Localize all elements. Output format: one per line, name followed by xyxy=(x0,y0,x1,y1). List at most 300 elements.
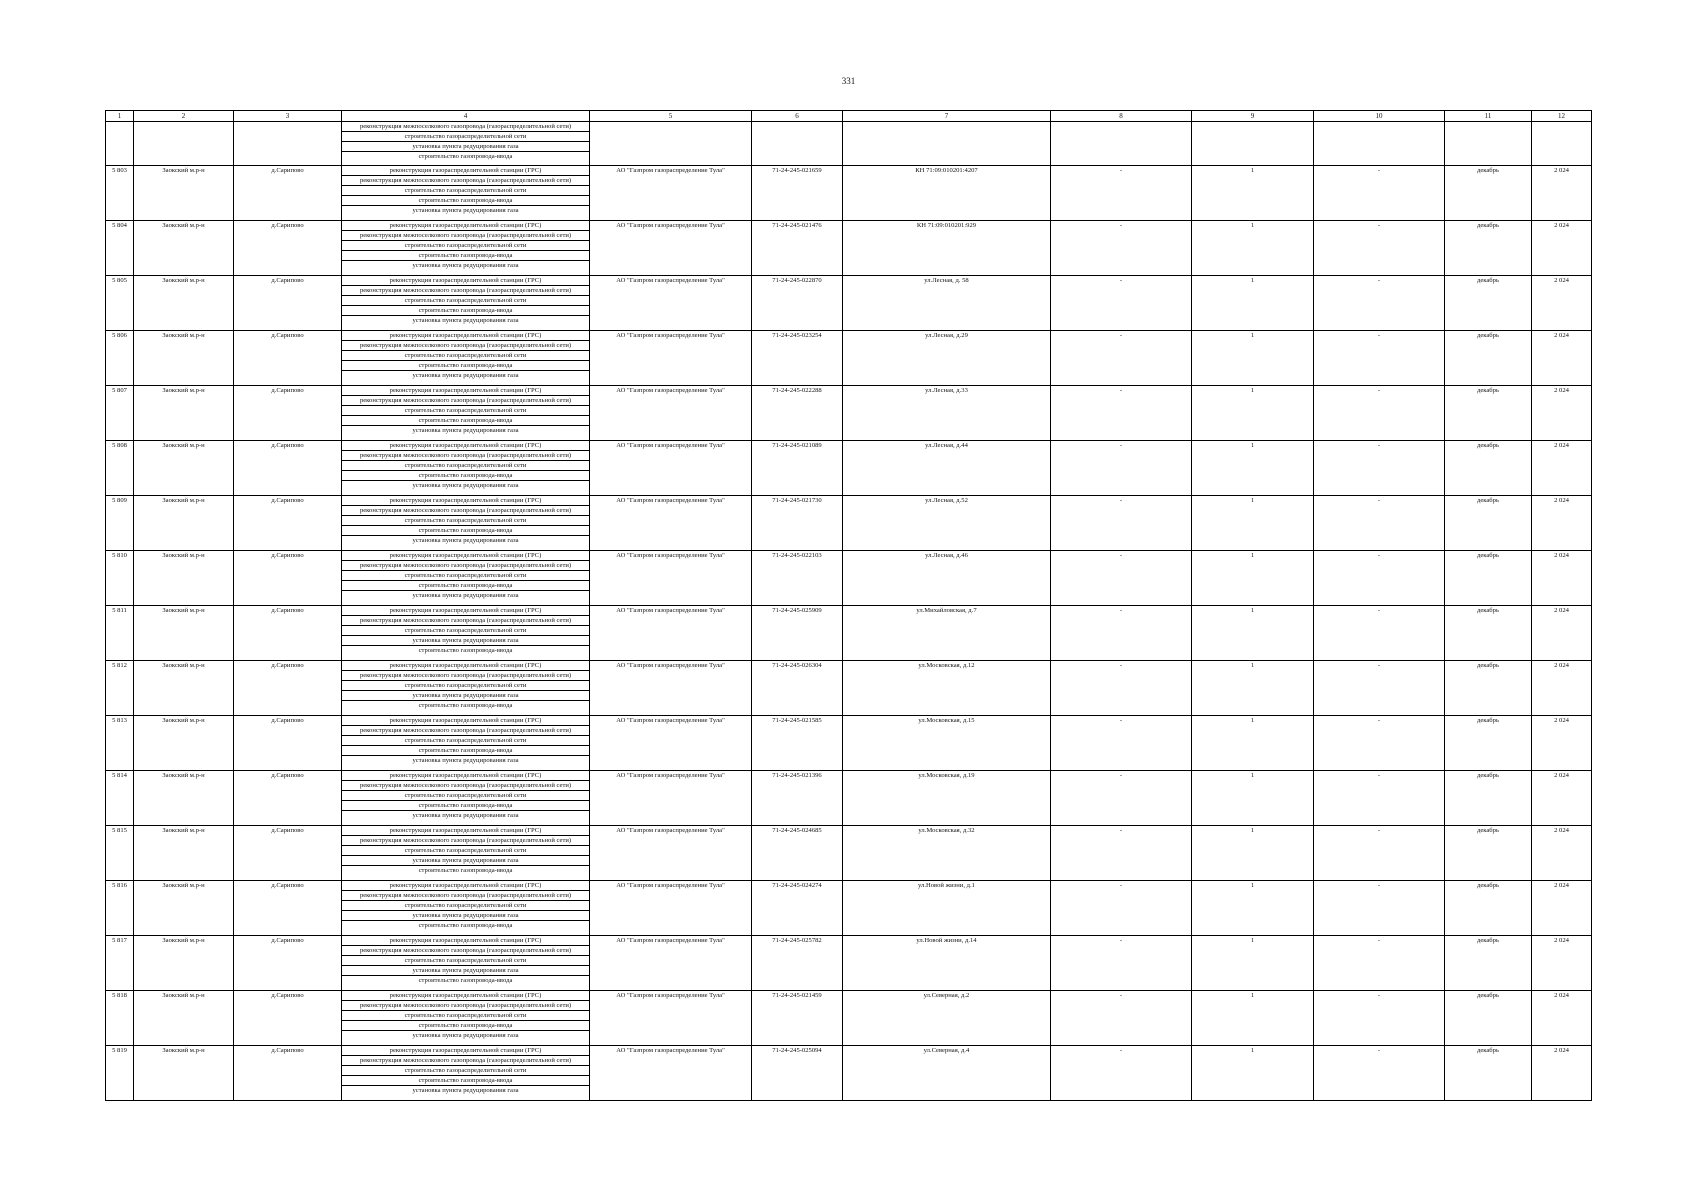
work-item: строительство газораспределительной сети xyxy=(342,241,589,251)
cell-works xyxy=(342,1046,590,1101)
cell-organization: АО "Газпром газораспределение Тула" xyxy=(590,606,752,661)
cell-col10: - xyxy=(1314,331,1445,386)
table-row xyxy=(106,1046,1592,1101)
cell-settlement: д.Сарипово xyxy=(234,276,342,331)
cell-month: декабрь xyxy=(1445,991,1532,1046)
cell-district: Заокский м.р-н xyxy=(134,716,234,771)
cell-col10: - xyxy=(1314,661,1445,716)
work-item: строительство газораспределительной сети xyxy=(342,461,589,471)
work-item: установка пункта редуцирования газа xyxy=(342,142,589,152)
work-item: установка пункта редуцирования газа xyxy=(412,262,519,269)
cell-settlement: д.Сарипово xyxy=(234,991,342,1046)
work-item: реконструкция газораспределительной станции (ГРС) xyxy=(342,551,589,561)
work-item: строительство газопровода-ввода xyxy=(342,416,589,426)
cell-col10: - xyxy=(1314,441,1445,496)
cell-col8: - xyxy=(1051,826,1192,881)
table-row xyxy=(106,166,1592,221)
cell-year: 2 024 xyxy=(1532,221,1592,276)
cell-col9: 1 xyxy=(1192,221,1314,276)
cell-address: ул.Новой жизни, д.14 xyxy=(843,936,1051,991)
cell-address: ул.Лесная, д.46 xyxy=(843,551,1051,606)
cell-settlement: д.Сарипово xyxy=(234,1046,342,1101)
cell-col10: - xyxy=(1314,826,1445,881)
cell-works xyxy=(342,166,590,221)
cell-col9: 1 xyxy=(1192,1046,1314,1101)
cell-empty xyxy=(1192,122,1314,166)
cell-month: декабрь xyxy=(1445,551,1532,606)
cell-settlement: д.Сарипово xyxy=(234,496,342,551)
page-number: 331 xyxy=(841,76,856,86)
work-item: установка пункта редуцирования газа xyxy=(412,1087,519,1094)
cell-num: 5 816 xyxy=(106,881,134,936)
work-item: реконструкция газораспределительной станции (ГРС) xyxy=(342,331,589,341)
cell-col10: - xyxy=(1314,276,1445,331)
cell-settlement: д.Сарипово xyxy=(234,221,342,276)
cell-works xyxy=(342,716,590,771)
work-item: реконструкция межпоселкового газопровода (газораспределительной сети) xyxy=(342,891,589,901)
cell-district: Заокский м.р-н xyxy=(134,386,234,441)
cell-works xyxy=(342,826,590,881)
cell-organization: АО "Газпром газораспределение Тула" xyxy=(590,826,752,881)
work-item: реконструкция межпоселкового газопровода (газораспределительной сети) xyxy=(342,231,589,241)
cell-empty xyxy=(843,122,1051,166)
work-item: реконструкция межпоселкового газопровода (газораспределительной сети) xyxy=(342,836,589,846)
cell-col8: - xyxy=(1051,771,1192,826)
cell-month: декабрь xyxy=(1445,881,1532,936)
cell-works xyxy=(342,441,590,496)
cell-code: 71-24-245-021476 xyxy=(752,221,843,276)
work-item: установка пункта редуцирования газа xyxy=(342,966,589,976)
work-item: строительство газопровода-ввода xyxy=(342,526,589,536)
work-item: строительство газораспределительной сети xyxy=(342,956,589,966)
cell-works xyxy=(342,122,590,166)
cell-code: 71-24-245-022870 xyxy=(752,276,843,331)
cell-code: 71-24-245-021730 xyxy=(752,496,843,551)
cell-settlement: д.Сарипово xyxy=(234,606,342,661)
header-cell: 10 xyxy=(1314,111,1445,122)
work-item: установка пункта редуцирования газа xyxy=(412,207,519,214)
cell-district: Заокский м.р-н xyxy=(134,661,234,716)
table-row xyxy=(106,496,1592,551)
cell-col9: 1 xyxy=(1192,276,1314,331)
cell-col8: - xyxy=(1051,661,1192,716)
cell-organization: АО "Газпром газораспределение Тула" xyxy=(590,386,752,441)
table-row xyxy=(106,441,1592,496)
cell-district: Заокский м.р-н xyxy=(134,276,234,331)
cell-col10: - xyxy=(1314,881,1445,936)
cell-num: 5 819 xyxy=(106,1046,134,1101)
work-item: установка пункта редуцирования газа xyxy=(342,856,589,866)
cell-year: 2 024 xyxy=(1532,441,1592,496)
header-row xyxy=(106,111,1592,122)
cell-col10: - xyxy=(1314,221,1445,276)
cell-address: ул.Михайловская, д.7 xyxy=(843,606,1051,661)
work-item: реконструкция межпоселкового газопровода (газораспределительной сети) xyxy=(342,341,589,351)
cell-organization: АО "Газпром газораспределение Тула" xyxy=(590,551,752,606)
cell-year: 2 024 xyxy=(1532,551,1592,606)
cell-works xyxy=(342,606,590,661)
cell-col10: - xyxy=(1314,386,1445,441)
header-cell: 9 xyxy=(1192,111,1314,122)
cell-col8: - xyxy=(1051,496,1192,551)
cell-district: Заокский м.р-н xyxy=(134,1046,234,1101)
work-item: реконструкция межпоселкового газопровода (газораспределительной сети) xyxy=(342,176,589,186)
cell-works xyxy=(342,551,590,606)
cell-empty xyxy=(1532,122,1592,166)
work-item: реконструкция газораспределительной станции (ГРС) xyxy=(342,276,589,286)
cell-empty xyxy=(1445,122,1532,166)
header-cell: 11 xyxy=(1445,111,1532,122)
table-row-continuation xyxy=(106,122,1592,166)
cell-code: 71-24-245-021585 xyxy=(752,716,843,771)
cell-col10: - xyxy=(1314,166,1445,221)
work-item: установка пункта редуцирования газа xyxy=(412,317,519,324)
cell-year: 2 024 xyxy=(1532,661,1592,716)
cell-month: декабрь xyxy=(1445,331,1532,386)
cell-organization: АО "Газпром газораспределение Тула" xyxy=(590,771,752,826)
cell-address: ул.Московская, д.12 xyxy=(843,661,1051,716)
work-item: реконструкция газораспределительной станции (ГРС) xyxy=(342,386,589,396)
cell-col8: - xyxy=(1051,1046,1192,1101)
cell-organization: АО "Газпром газораспределение Тула" xyxy=(590,221,752,276)
work-item: реконструкция газораспределительной станции (ГРС) xyxy=(342,1046,589,1056)
cell-works xyxy=(342,771,590,826)
cell-col8: - xyxy=(1051,441,1192,496)
work-item: установка пункта редуцирования газа xyxy=(412,592,519,599)
cell-year: 2 024 xyxy=(1532,1046,1592,1101)
cell-works xyxy=(342,221,590,276)
table-row xyxy=(106,386,1592,441)
cell-settlement: д.Сарипово xyxy=(234,716,342,771)
cell-works xyxy=(342,881,590,936)
cell-works xyxy=(342,386,590,441)
work-item: строительство газораспределительной сети xyxy=(342,186,589,196)
work-item: строительство газопровода-ввода xyxy=(418,153,513,160)
work-item: реконструкция межпоселкового газопровода (газораспределительной сети) xyxy=(342,122,589,132)
cell-code: 71-24-245-024685 xyxy=(752,826,843,881)
cell-code: 71-24-245-021459 xyxy=(752,991,843,1046)
cell-district: Заокский м.р-н xyxy=(134,441,234,496)
cell-organization: АО "Газпром газораспределение Тула" xyxy=(590,991,752,1046)
cell-works xyxy=(342,276,590,331)
cell-district: Заокский м.р-н xyxy=(134,606,234,661)
cell-code: 71-24-245-025782 xyxy=(752,936,843,991)
work-item: реконструкция межпоселкового газопровода (газораспределительной сети) xyxy=(342,616,589,626)
work-item: реконструкция межпоселкового газопровода (газораспределительной сети) xyxy=(342,1001,589,1011)
cell-col9: 1 xyxy=(1192,441,1314,496)
work-item: строительство газораспределительной сети xyxy=(342,791,589,801)
cell-num xyxy=(106,122,134,166)
work-item: строительство газопровода-ввода xyxy=(342,306,589,316)
cell-col8: - xyxy=(1051,606,1192,661)
cell-year: 2 024 xyxy=(1532,936,1592,991)
cell-month: декабрь xyxy=(1445,441,1532,496)
cell-settlement: д.Сарипово xyxy=(234,551,342,606)
work-item: установка пункта редуцирования газа xyxy=(412,372,519,379)
work-item: строительство газопровода-ввода xyxy=(418,867,513,874)
table-row xyxy=(106,606,1592,661)
work-item: установка пункта редуцирования газа xyxy=(412,537,519,544)
work-item: строительство газопровода-ввода xyxy=(342,361,589,371)
cell-month: декабрь xyxy=(1445,166,1532,221)
cell-address: ул.Новой жизни, д.1 xyxy=(843,881,1051,936)
cell-col9: 1 xyxy=(1192,551,1314,606)
cell-address: ул.Лесная, д.52 xyxy=(843,496,1051,551)
cell-col10: - xyxy=(1314,991,1445,1046)
cell-num: 5 807 xyxy=(106,386,134,441)
cell-settlement: д.Сарипово xyxy=(234,441,342,496)
gasification-table xyxy=(105,110,1592,1101)
work-item: строительство газораспределительной сети xyxy=(342,626,589,636)
table-row xyxy=(106,331,1592,386)
cell-col10: - xyxy=(1314,606,1445,661)
cell-settlement: д.Сарипово xyxy=(234,166,342,221)
cell-code: 71-24-245-023254 xyxy=(752,331,843,386)
work-item: строительство газораспределительной сети xyxy=(342,681,589,691)
cell-col8: - xyxy=(1051,991,1192,1046)
cell-col9: 1 xyxy=(1192,881,1314,936)
header-cell: 12 xyxy=(1532,111,1592,122)
cell-organization: АО "Газпром газораспределение Тула" xyxy=(590,1046,752,1101)
cell-organization: АО "Газпром газораспределение Тула" xyxy=(590,881,752,936)
work-item: строительство газопровода-ввода xyxy=(342,251,589,261)
cell-empty xyxy=(1314,122,1445,166)
cell-year: 2 024 xyxy=(1532,331,1592,386)
cell-district xyxy=(134,122,234,166)
cell-district: Заокский м.р-н xyxy=(134,166,234,221)
cell-month: декабрь xyxy=(1445,716,1532,771)
work-item: строительство газораспределительной сети xyxy=(342,351,589,361)
cell-address: КН 71:09:010201:4207 xyxy=(843,166,1051,221)
work-item: реконструкция межпоселкового газопровода (газораспределительной сети) xyxy=(342,726,589,736)
cell-address: ул.Лесная, д.33 xyxy=(843,386,1051,441)
cell-district: Заокский м.р-н xyxy=(134,881,234,936)
work-item: реконструкция газораспределительной станции (ГРС) xyxy=(342,771,589,781)
table-row xyxy=(106,221,1592,276)
work-item: строительство газораспределительной сети xyxy=(342,736,589,746)
cell-col8: - xyxy=(1051,221,1192,276)
cell-col8: - xyxy=(1051,716,1192,771)
cell-district: Заокский м.р-н xyxy=(134,551,234,606)
cell-code: 71-24-245-021659 xyxy=(752,166,843,221)
cell-num: 5 804 xyxy=(106,221,134,276)
cell-year: 2 024 xyxy=(1532,276,1592,331)
cell-year: 2 024 xyxy=(1532,496,1592,551)
cell-code: 71-24-245-022103 xyxy=(752,551,843,606)
cell-col9: 1 xyxy=(1192,166,1314,221)
work-item: реконструкция газораспределительной станции (ГРС) xyxy=(342,881,589,891)
cell-num: 5 818 xyxy=(106,991,134,1046)
cell-settlement: д.Сарипово xyxy=(234,386,342,441)
cell-month: декабрь xyxy=(1445,276,1532,331)
cell-address: ул.Лесная, д.29 xyxy=(843,331,1051,386)
cell-code: 71-24-245-026304 xyxy=(752,661,843,716)
cell-works xyxy=(342,661,590,716)
cell-year: 2 024 xyxy=(1532,771,1592,826)
cell-col9: 1 xyxy=(1192,606,1314,661)
table-row xyxy=(106,991,1592,1046)
work-item: строительство газопровода-ввода xyxy=(342,801,589,811)
cell-organization: АО "Газпром газораспределение Тула" xyxy=(590,716,752,771)
work-item: установка пункта редуцирования газа xyxy=(342,691,589,701)
table-row xyxy=(106,716,1592,771)
cell-empty xyxy=(1051,122,1192,166)
work-item: строительство газопровода-ввода xyxy=(342,581,589,591)
cell-settlement: д.Сарипово xyxy=(234,771,342,826)
work-item: реконструкция межпоселкового газопровода (газораспределительной сети) xyxy=(342,396,589,406)
cell-district: Заокский м.р-н xyxy=(134,221,234,276)
work-item: реконструкция газораспределительной станции (ГРС) xyxy=(342,991,589,1001)
cell-num: 5 817 xyxy=(106,936,134,991)
cell-code: 71-24-245-024274 xyxy=(752,881,843,936)
cell-col9: 1 xyxy=(1192,331,1314,386)
cell-district: Заокский м.р-н xyxy=(134,991,234,1046)
cell-settlement: д.Сарипово xyxy=(234,936,342,991)
cell-address: ул.Лесная, д. 58 xyxy=(843,276,1051,331)
work-item: строительство газопровода-ввода xyxy=(342,1021,589,1031)
cell-col10: - xyxy=(1314,551,1445,606)
cell-settlement xyxy=(234,122,342,166)
cell-num: 5 806 xyxy=(106,331,134,386)
cell-col10: - xyxy=(1314,771,1445,826)
table-row xyxy=(106,881,1592,936)
work-item: строительство газопровода-ввода xyxy=(418,647,513,654)
cell-code: 71-24-245-025909 xyxy=(752,606,843,661)
work-item: строительство газопровода-ввода xyxy=(342,196,589,206)
cell-organization: АО "Газпром газораспределение Тула" xyxy=(590,276,752,331)
cell-settlement: д.Сарипово xyxy=(234,881,342,936)
cell-district: Заокский м.р-н xyxy=(134,331,234,386)
work-item: реконструкция газораспределительной станции (ГРС) xyxy=(342,166,589,176)
cell-code: 71-24-245-022288 xyxy=(752,386,843,441)
work-item: строительство газораспределительной сети xyxy=(342,296,589,306)
work-item: установка пункта редуцирования газа xyxy=(412,1032,519,1039)
work-item: строительство газопровода-ввода xyxy=(342,471,589,481)
cell-month: декабрь xyxy=(1445,661,1532,716)
cell-organization: АО "Газпром газораспределение Тула" xyxy=(590,166,752,221)
cell-num: 5 815 xyxy=(106,826,134,881)
cell-organization: АО "Газпром газораспределение Тула" xyxy=(590,496,752,551)
cell-organization: АО "Газпром газораспределение Тула" xyxy=(590,331,752,386)
work-item: установка пункта редуцирования газа xyxy=(342,636,589,646)
work-item: строительство газораспределительной сети xyxy=(342,1066,589,1076)
cell-address: ул.Московская, д.32 xyxy=(843,826,1051,881)
cell-year: 2 024 xyxy=(1532,991,1592,1046)
work-item: строительство газораспределительной сети xyxy=(342,571,589,581)
work-item: реконструкция газораспределительной станции (ГРС) xyxy=(342,221,589,231)
cell-col9: 1 xyxy=(1192,496,1314,551)
header-cell: 3 xyxy=(234,111,342,122)
cell-address: ул.Лесная, д.44 xyxy=(843,441,1051,496)
table-row xyxy=(106,771,1592,826)
cell-code: 71-24-245-025094 xyxy=(752,1046,843,1101)
cell-year: 2 024 xyxy=(1532,386,1592,441)
cell-address: ул.Северная, д.2 xyxy=(843,991,1051,1046)
cell-num: 5 810 xyxy=(106,551,134,606)
cell-works xyxy=(342,936,590,991)
cell-col9: 1 xyxy=(1192,991,1314,1046)
work-item: реконструкция межпоселкового газопровода (газораспределительной сети) xyxy=(342,946,589,956)
work-item: реконструкция газораспределительной станции (ГРС) xyxy=(342,936,589,946)
cell-num: 5 812 xyxy=(106,661,134,716)
cell-col8: - xyxy=(1051,276,1192,331)
cell-district: Заокский м.р-н xyxy=(134,826,234,881)
cell-num: 5 813 xyxy=(106,716,134,771)
work-item: строительство газораспределительной сети xyxy=(342,132,589,142)
work-item: строительство газопровода-ввода xyxy=(418,702,513,709)
cell-month: декабрь xyxy=(1445,386,1532,441)
work-item: реконструкция межпоселкового газопровода (газораспределительной сети) xyxy=(342,506,589,516)
cell-num: 5 808 xyxy=(106,441,134,496)
header-cell: 8 xyxy=(1051,111,1192,122)
work-item: строительство газораспределительной сети xyxy=(342,1011,589,1021)
table-row xyxy=(106,551,1592,606)
cell-month: декабрь xyxy=(1445,826,1532,881)
cell-col8: - xyxy=(1051,166,1192,221)
work-item: установка пункта редуцирования газа xyxy=(412,482,519,489)
work-item: установка пункта редуцирования газа xyxy=(412,812,519,819)
cell-district: Заокский м.р-н xyxy=(134,936,234,991)
cell-num: 5 803 xyxy=(106,166,134,221)
cell-num: 5 811 xyxy=(106,606,134,661)
cell-district: Заокский м.р-н xyxy=(134,496,234,551)
work-item: строительство газопровода-ввода xyxy=(342,746,589,756)
work-item: строительство газопровода-ввода xyxy=(342,1076,589,1086)
header-cell: 5 xyxy=(590,111,752,122)
cell-address: ул.Московская, д.15 xyxy=(843,716,1051,771)
cell-month: декабрь xyxy=(1445,771,1532,826)
cell-address: ул.Московская, д.19 xyxy=(843,771,1051,826)
cell-col8: - xyxy=(1051,386,1192,441)
work-item: строительство газораспределительной сети xyxy=(342,846,589,856)
cell-organization: АО "Газпром газораспределение Тула" xyxy=(590,936,752,991)
header-cell: 6 xyxy=(752,111,843,122)
work-item: реконструкция межпоселкового газопровода (газораспределительной сети) xyxy=(342,286,589,296)
work-item: реконструкция газораспределительной станции (ГРС) xyxy=(342,496,589,506)
cell-col8: - xyxy=(1051,936,1192,991)
cell-organization: АО "Газпром газораспределение Тула" xyxy=(590,661,752,716)
work-item: реконструкция межпоселкового газопровода (газораспределительной сети) xyxy=(342,1056,589,1066)
cell-code: 71-24-245-021089 xyxy=(752,441,843,496)
cell-col10: - xyxy=(1314,496,1445,551)
work-item: реконструкция газораспределительной станции (ГРС) xyxy=(342,661,589,671)
cell-col9: 1 xyxy=(1192,661,1314,716)
cell-year: 2 024 xyxy=(1532,606,1592,661)
table-row xyxy=(106,936,1592,991)
cell-col10: - xyxy=(1314,936,1445,991)
cell-col8: - xyxy=(1051,551,1192,606)
work-item: строительство газораспределительной сети xyxy=(342,406,589,416)
header-cell: 2 xyxy=(134,111,234,122)
work-item: строительство газопровода-ввода xyxy=(418,977,513,984)
table-body xyxy=(106,122,1592,1101)
cell-empty xyxy=(752,122,843,166)
cell-organization: АО "Газпром газораспределение Тула" xyxy=(590,441,752,496)
work-item: реконструкция межпоселкового газопровода (газораспределительной сети) xyxy=(342,451,589,461)
cell-settlement: д.Сарипово xyxy=(234,331,342,386)
cell-settlement: д.Сарипово xyxy=(234,661,342,716)
cell-code: 71-24-245-021396 xyxy=(752,771,843,826)
cell-col10: - xyxy=(1314,716,1445,771)
table-row xyxy=(106,661,1592,716)
cell-month: декабрь xyxy=(1445,606,1532,661)
cell-settlement: д.Сарипово xyxy=(234,826,342,881)
work-item: реконструкция газораспределительной станции (ГРС) xyxy=(342,606,589,616)
cell-address: ул.Северная, д.4 xyxy=(843,1046,1051,1101)
cell-year: 2 024 xyxy=(1532,716,1592,771)
work-item: реконструкция газораспределительной станции (ГРС) xyxy=(342,826,589,836)
cell-month: декабрь xyxy=(1445,1046,1532,1101)
